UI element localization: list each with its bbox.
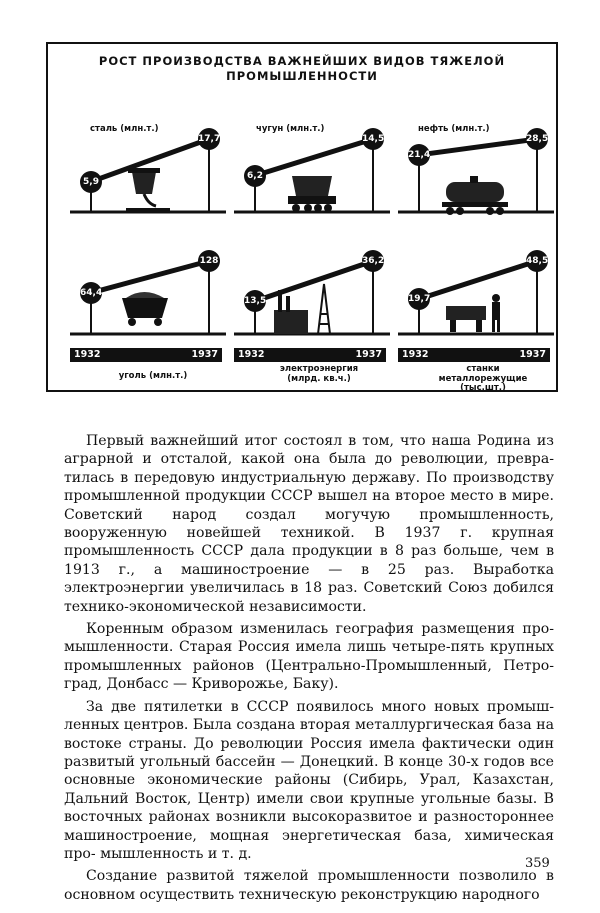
value-1937: 36,2 <box>362 250 384 272</box>
value-1932: 19,7 <box>408 288 430 310</box>
text-line: машиностроение, мощная энергетическая база, химическая про- <box>64 827 554 862</box>
chart-panel <box>70 238 226 381</box>
panel-label: станки металлорежущие (тыс.шт.) <box>438 364 528 393</box>
value-1932: 21,4 <box>408 144 430 166</box>
pig-iron-car-icon <box>288 176 336 212</box>
growth-line <box>91 261 209 293</box>
chart-panel <box>398 238 554 393</box>
panel-label: чугун (млн.т.) <box>256 124 325 134</box>
oil-tank-car-icon <box>442 176 508 215</box>
text-line: тилась в передовую индустриальную державу. По производству <box>64 469 554 486</box>
text-line: Советский народ создал могучую промышленность, вооруженную <box>64 506 554 542</box>
text-line: Дальний Восток, Центр) имели свои крупные угольные базы. <box>64 790 538 807</box>
text-line: Коренным образом изменилась география размещения про- <box>86 621 554 638</box>
value-1932: 6,2 <box>244 165 266 187</box>
value-1937: 14,5 <box>362 128 384 150</box>
paragraph <box>64 867 554 904</box>
steel-ladle-icon <box>126 168 170 212</box>
text-line: один развитый угольный бассейн — Донецкий. В конце 30-х годов <box>64 735 554 770</box>
year-end: 1937 <box>355 349 382 360</box>
value-1937: 17,7 <box>198 128 220 150</box>
growth-line <box>255 261 373 301</box>
paragraph <box>64 620 554 694</box>
body-text <box>64 432 554 908</box>
text-line: град, Донбасс — Криворожье, Баку). <box>64 676 339 693</box>
text-line: на востоке страны. До революции Россия имела фактически <box>64 717 554 752</box>
text-line: промышленной продукции СССР вышел на второе место в мире. <box>64 488 554 505</box>
text-line: из аграрной и отсталой, какой она была до революции, превра- <box>64 433 554 468</box>
text-line: Создание развитой тяжелой промышленности позволило в <box>86 868 554 885</box>
value-1932: 13,5 <box>244 290 266 312</box>
text-line: основном осуществить техническую реконструкцию народного <box>64 886 540 903</box>
growth-line <box>419 139 537 155</box>
text-line: мышленности. Старая Россия имела лишь четыре-пять крупных <box>64 639 554 656</box>
text-line: Советский Союз добился технико-экономической независимости. <box>64 580 555 615</box>
infographic-title: РОСТ ПРОИЗВОДСТВА ВАЖНЕЙШИХ ВИДОВ ТЯЖЕЛОЙ ПРОМЫШЛЕННОСТИ <box>98 54 506 83</box>
value-1937: 48,5 <box>526 250 548 272</box>
text-line: мышленность и т. д. <box>100 845 252 862</box>
chart-panel <box>398 116 554 234</box>
year-start: 1932 <box>238 349 265 360</box>
growth-line <box>255 139 373 176</box>
year-bar <box>234 348 386 362</box>
text-line: ленных центров. Была создана вторая металлургическая база <box>64 717 532 734</box>
value-1932: 5,9 <box>80 171 102 193</box>
paragraph <box>64 432 554 616</box>
year-bar <box>70 348 222 362</box>
value-1937: 28,5 <box>526 128 548 150</box>
value-1937: 128 <box>198 250 220 272</box>
year-end: 1937 <box>519 349 546 360</box>
text-line: За две пятилетки в СССР появилось много новых промыш- <box>86 698 554 715</box>
industry-growth-infographic <box>46 42 558 392</box>
page-number: 359 <box>525 856 550 871</box>
year-end: 1937 <box>191 349 218 360</box>
paragraph <box>64 698 554 864</box>
panel-label: уголь (млн.т.) <box>118 371 188 381</box>
growth-line <box>419 261 537 299</box>
text-line: в 25 раз. Выработка электроэнергии увеличилась в 18 раз. <box>64 561 554 597</box>
coal-wagon-icon <box>122 292 168 326</box>
year-start: 1932 <box>74 349 101 360</box>
text-line: дала продукции в 8 раз больше, чем в 1913 г., а машиностроение — <box>64 543 554 578</box>
chart-panel <box>234 116 390 234</box>
chart-panel <box>70 116 226 234</box>
year-start: 1932 <box>402 349 429 360</box>
lathe-worker-icon <box>446 294 500 332</box>
chart-panel <box>234 238 390 384</box>
text-line: Первый важнейший итог состоял в том, что наша Родина <box>86 433 531 449</box>
text-line: промышленных районов (Центрально-Промышленный, Петро- <box>64 657 554 674</box>
text-line: все основные экономические районы (Сибирь, Урал, Казахстан, <box>64 753 554 789</box>
text-line: новейшей техникой. В 1937 г. крупная промышленность СССР <box>64 525 554 560</box>
year-bar <box>398 348 550 362</box>
text-line: В восточных районах возникли высокоразвитое и разностороннее <box>64 790 554 826</box>
panel-label: нефть (млн.т.) <box>418 124 490 134</box>
value-1932: 64,4 <box>80 282 102 304</box>
panel-label: сталь (млн.т.) <box>90 124 159 134</box>
panel-label: электроэнергия (млрд. кв.ч.) <box>279 364 359 384</box>
